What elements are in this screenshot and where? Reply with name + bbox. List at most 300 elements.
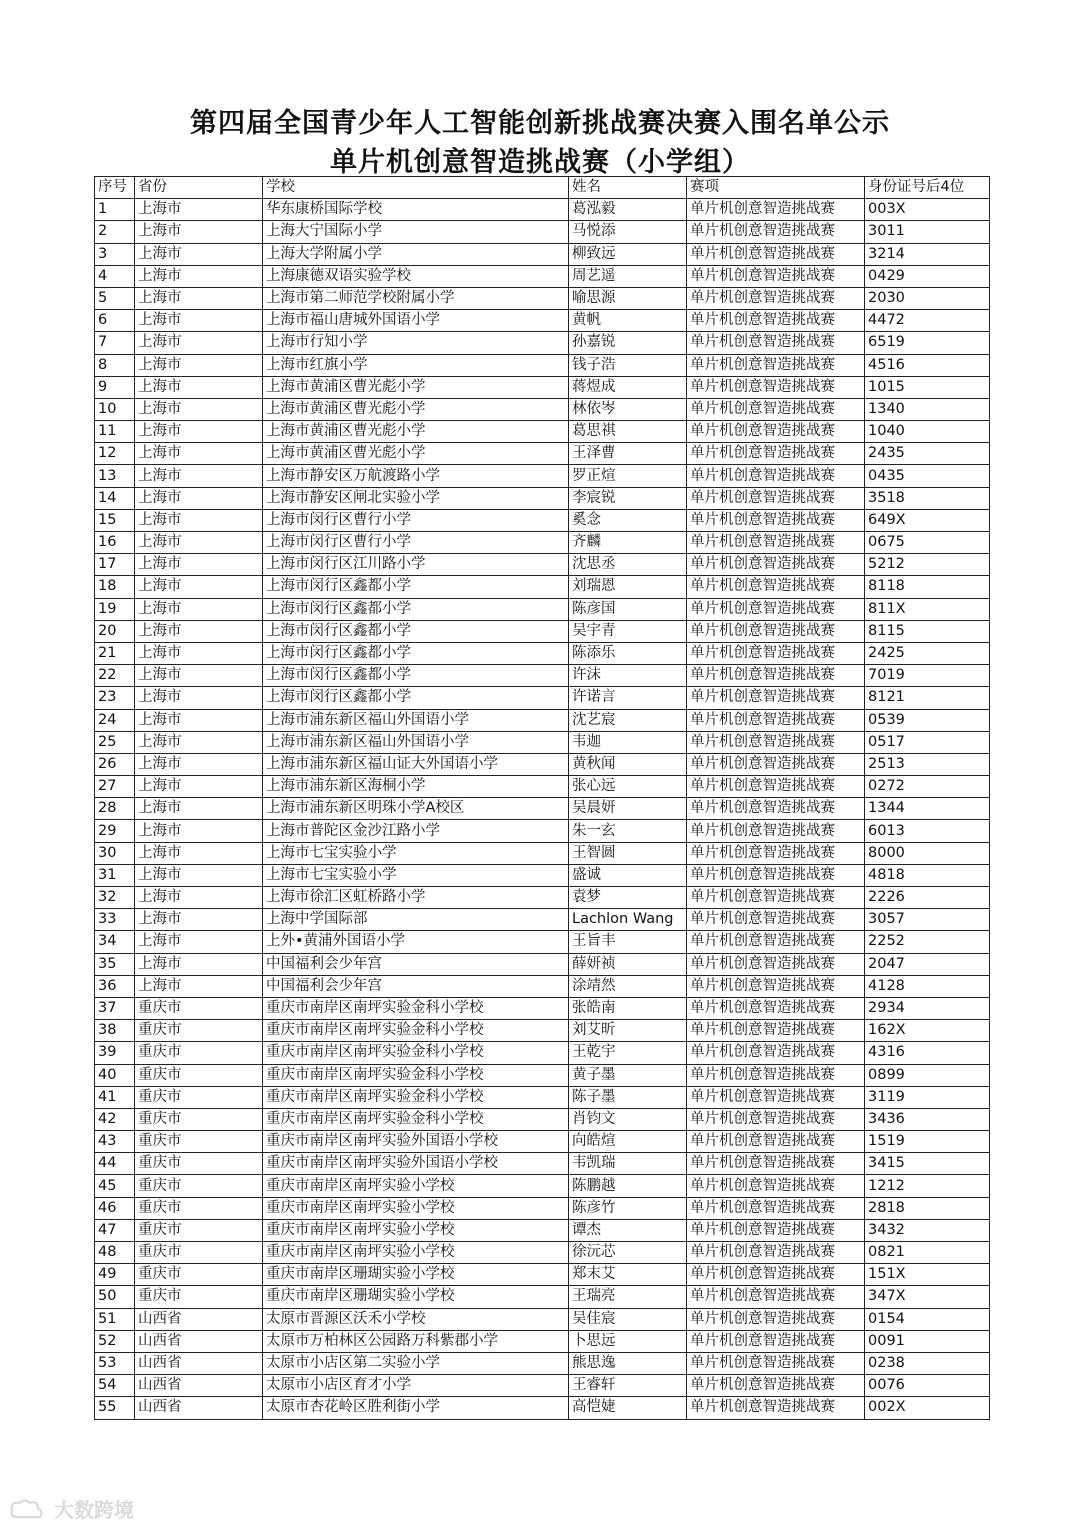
cell-index: 48 <box>95 1242 135 1264</box>
table-row <box>95 842 990 864</box>
cell-index: 28 <box>95 798 135 820</box>
cell-province: 上海市 <box>135 354 263 376</box>
table-row <box>95 1131 990 1153</box>
cell-school: 太原市杏花岭区胜利街小学 <box>263 1397 569 1419</box>
cell-school: 上海市静安区闸北实验小学 <box>263 487 569 509</box>
cell-event: 单片机创意智造挑战赛 <box>687 376 865 398</box>
cell-name: 陈彦竹 <box>569 1197 687 1219</box>
table-row <box>95 576 990 598</box>
cell-name: 熊思逸 <box>569 1352 687 1374</box>
cell-event: 单片机创意智造挑战赛 <box>687 687 865 709</box>
table-row <box>95 487 990 509</box>
cell-name: 朱一玄 <box>569 820 687 842</box>
cell-index: 23 <box>95 687 135 709</box>
cell-index: 31 <box>95 864 135 886</box>
cell-name: 吴宇青 <box>569 620 687 642</box>
table-row <box>95 1108 990 1130</box>
cell-id-last4: 1340 <box>865 398 990 420</box>
table-row <box>95 753 990 775</box>
cell-province: 山西省 <box>135 1352 263 1374</box>
cell-id-last4: 3436 <box>865 1108 990 1130</box>
cell-id-last4: 0517 <box>865 731 990 753</box>
cell-province: 上海市 <box>135 465 263 487</box>
cell-index: 39 <box>95 1042 135 1064</box>
cell-name: 葛思祺 <box>569 421 687 443</box>
cell-province: 重庆市 <box>135 997 263 1019</box>
cell-event: 单片机创意智造挑战赛 <box>687 953 865 975</box>
cell-id-last4: 0076 <box>865 1375 990 1397</box>
cell-school: 上海市闵行区鑫都小学 <box>263 620 569 642</box>
cell-id-last4: 2425 <box>865 642 990 664</box>
cell-event: 单片机创意智造挑战赛 <box>687 1264 865 1286</box>
cell-index: 3 <box>95 243 135 265</box>
cell-province: 上海市 <box>135 598 263 620</box>
cell-province: 上海市 <box>135 221 263 243</box>
cell-index: 44 <box>95 1153 135 1175</box>
cell-school: 重庆市南岸区南坪实验金科小学校 <box>263 1042 569 1064</box>
cell-index: 5 <box>95 287 135 309</box>
cell-school: 太原市晋源区沃禾小学校 <box>263 1308 569 1330</box>
cell-school: 重庆市南岸区南坪实验外国语小学校 <box>263 1153 569 1175</box>
cell-event: 单片机创意智造挑战赛 <box>687 1042 865 1064</box>
column-header-id-last4: 身份证号后4位 <box>865 177 990 199</box>
table-row <box>95 1352 990 1374</box>
cell-province: 上海市 <box>135 576 263 598</box>
cell-index: 35 <box>95 953 135 975</box>
cell-school: 重庆市南岸区南坪实验外国语小学校 <box>263 1131 569 1153</box>
watermark-text: 大数跨境 <box>54 1498 134 1522</box>
cell-province: 上海市 <box>135 975 263 997</box>
table-row <box>95 310 990 332</box>
cell-event: 单片机创意智造挑战赛 <box>687 620 865 642</box>
cell-name: 郑末艾 <box>569 1264 687 1286</box>
cell-id-last4: 0238 <box>865 1352 990 1374</box>
cell-event: 单片机创意智造挑战赛 <box>687 997 865 1019</box>
cell-school: 太原市小店区育才小学 <box>263 1375 569 1397</box>
cell-index: 25 <box>95 731 135 753</box>
table-row <box>95 909 990 931</box>
cell-id-last4: 162X <box>865 1020 990 1042</box>
table-row <box>95 554 990 576</box>
cell-name: 齐麟 <box>569 532 687 554</box>
cell-id-last4: 347X <box>865 1286 990 1308</box>
cell-name: 周艺遥 <box>569 265 687 287</box>
table-row <box>95 620 990 642</box>
cell-id-last4: 8115 <box>865 620 990 642</box>
cell-name: 向皓煊 <box>569 1131 687 1153</box>
cell-event: 单片机创意智造挑战赛 <box>687 798 865 820</box>
cell-event: 单片机创意智造挑战赛 <box>687 665 865 687</box>
cell-event: 单片机创意智造挑战赛 <box>687 1175 865 1197</box>
cell-event: 单片机创意智造挑战赛 <box>687 1308 865 1330</box>
page-title: 第四届全国青少年人工智能创新挑战赛决赛入围名单公示 <box>190 108 890 139</box>
cell-event: 单片机创意智造挑战赛 <box>687 753 865 775</box>
watermark-logo-icon <box>8 1497 48 1521</box>
cell-school: 华东康桥国际学校 <box>263 199 569 221</box>
cell-index: 55 <box>95 1397 135 1419</box>
table-row <box>95 731 990 753</box>
table-row <box>95 354 990 376</box>
table-row <box>95 443 990 465</box>
table-row <box>95 465 990 487</box>
cell-event: 单片机创意智造挑战赛 <box>687 975 865 997</box>
cell-id-last4: 2818 <box>865 1197 990 1219</box>
table-row <box>95 265 990 287</box>
cell-event: 单片机创意智造挑战赛 <box>687 598 865 620</box>
table-row <box>95 1020 990 1042</box>
cell-name: 柳致远 <box>569 243 687 265</box>
cell-province: 上海市 <box>135 642 263 664</box>
cell-school: 重庆市南岸区南坪实验金科小学校 <box>263 1020 569 1042</box>
finalist-table <box>94 176 990 1420</box>
cell-index: 18 <box>95 576 135 598</box>
cell-name: 吴佳宸 <box>569 1308 687 1330</box>
cell-province: 上海市 <box>135 421 263 443</box>
table-row <box>95 332 990 354</box>
cell-province: 上海市 <box>135 487 263 509</box>
cell-index: 43 <box>95 1131 135 1153</box>
table-row <box>95 1330 990 1352</box>
cell-index: 45 <box>95 1175 135 1197</box>
cell-province: 上海市 <box>135 709 263 731</box>
cell-index: 14 <box>95 487 135 509</box>
cell-name: 沈思丞 <box>569 554 687 576</box>
cell-name: 盛诚 <box>569 864 687 886</box>
cell-name: 许沫 <box>569 665 687 687</box>
cell-event: 单片机创意智造挑战赛 <box>687 1108 865 1130</box>
table-row <box>95 598 990 620</box>
table-row <box>95 1064 990 1086</box>
cell-province: 上海市 <box>135 554 263 576</box>
cell-id-last4: 003X <box>865 199 990 221</box>
cell-index: 38 <box>95 1020 135 1042</box>
cell-name: 王瑞亮 <box>569 1286 687 1308</box>
cell-province: 上海市 <box>135 776 263 798</box>
cell-province: 上海市 <box>135 953 263 975</box>
cell-id-last4: 6013 <box>865 820 990 842</box>
cell-id-last4: 0154 <box>865 1308 990 1330</box>
cell-name: 黄帆 <box>569 310 687 332</box>
table-row <box>95 1197 990 1219</box>
cell-id-last4: 6519 <box>865 332 990 354</box>
cell-event: 单片机创意智造挑战赛 <box>687 931 865 953</box>
cell-school: 上海市红旗小学 <box>263 354 569 376</box>
cell-index: 26 <box>95 753 135 775</box>
cell-school: 上海市闵行区鑫都小学 <box>263 598 569 620</box>
cell-school: 上海中学国际部 <box>263 909 569 931</box>
cell-name: 张皓南 <box>569 997 687 1019</box>
cell-province: 重庆市 <box>135 1108 263 1130</box>
cell-event: 单片机创意智造挑战赛 <box>687 1375 865 1397</box>
table-row <box>95 687 990 709</box>
cell-id-last4: 3415 <box>865 1153 990 1175</box>
cell-event: 单片机创意智造挑战赛 <box>687 199 865 221</box>
cell-index: 16 <box>95 532 135 554</box>
cell-event: 单片机创意智造挑战赛 <box>687 842 865 864</box>
cell-id-last4: 8118 <box>865 576 990 598</box>
table-row <box>95 1153 990 1175</box>
table-row <box>95 864 990 886</box>
cell-name: 薛妍祯 <box>569 953 687 975</box>
cell-province: 上海市 <box>135 820 263 842</box>
cell-school: 上海市浦东新区福山证大外国语小学 <box>263 753 569 775</box>
cell-name: 钱子浩 <box>569 354 687 376</box>
cell-index: 17 <box>95 554 135 576</box>
cell-event: 单片机创意智造挑战赛 <box>687 1197 865 1219</box>
cell-id-last4: 4472 <box>865 310 990 332</box>
cell-name: 陈彦国 <box>569 598 687 620</box>
cell-index: 19 <box>95 598 135 620</box>
cell-index: 9 <box>95 376 135 398</box>
column-header-province: 省份 <box>135 177 263 199</box>
cell-province: 上海市 <box>135 887 263 909</box>
cell-province: 山西省 <box>135 1397 263 1419</box>
cell-province: 重庆市 <box>135 1286 263 1308</box>
cell-id-last4: 3057 <box>865 909 990 931</box>
cell-school: 上海大学附属小学 <box>263 243 569 265</box>
cell-province: 上海市 <box>135 509 263 531</box>
cell-name: 谭杰 <box>569 1219 687 1241</box>
cell-index: 12 <box>95 443 135 465</box>
cell-province: 山西省 <box>135 1308 263 1330</box>
cell-name: 吴晨妍 <box>569 798 687 820</box>
cell-event: 单片机创意智造挑战赛 <box>687 421 865 443</box>
cell-school: 上海市福山唐城外国语小学 <box>263 310 569 332</box>
cell-event: 单片机创意智造挑战赛 <box>687 509 865 531</box>
cell-name: 蒋煜成 <box>569 376 687 398</box>
table-row <box>95 221 990 243</box>
cell-index: 15 <box>95 509 135 531</box>
cell-event: 单片机创意智造挑战赛 <box>687 1330 865 1352</box>
cell-province: 上海市 <box>135 265 263 287</box>
cell-school: 重庆市南岸区南坪实验小学校 <box>263 1242 569 1264</box>
table-row <box>95 1264 990 1286</box>
cell-index: 22 <box>95 665 135 687</box>
cell-school: 重庆市南岸区南坪实验小学校 <box>263 1219 569 1241</box>
cell-id-last4: 811X <box>865 598 990 620</box>
cell-name: 许诺言 <box>569 687 687 709</box>
cell-event: 单片机创意智造挑战赛 <box>687 576 865 598</box>
cell-index: 30 <box>95 842 135 864</box>
cell-event: 单片机创意智造挑战赛 <box>687 221 865 243</box>
cell-event: 单片机创意智造挑战赛 <box>687 1020 865 1042</box>
cell-province: 上海市 <box>135 931 263 953</box>
cell-index: 37 <box>95 997 135 1019</box>
cell-id-last4: 002X <box>865 1397 990 1419</box>
cell-id-last4: 4818 <box>865 864 990 886</box>
cell-index: 13 <box>95 465 135 487</box>
cell-school: 上海市徐汇区虹桥路小学 <box>263 887 569 909</box>
cell-event: 单片机创意智造挑战赛 <box>687 1153 865 1175</box>
cell-id-last4: 3119 <box>865 1086 990 1108</box>
cell-event: 单片机创意智造挑战赛 <box>687 265 865 287</box>
cell-event: 单片机创意智造挑战赛 <box>687 709 865 731</box>
cell-school: 上海市闵行区曹行小学 <box>263 532 569 554</box>
cell-event: 单片机创意智造挑战赛 <box>687 1286 865 1308</box>
cell-province: 重庆市 <box>135 1219 263 1241</box>
cell-name: 肖钧文 <box>569 1108 687 1130</box>
cell-id-last4: 1040 <box>865 421 990 443</box>
cell-name: 马悦添 <box>569 221 687 243</box>
cell-province: 上海市 <box>135 798 263 820</box>
cell-id-last4: 2435 <box>865 443 990 465</box>
cell-province: 上海市 <box>135 332 263 354</box>
cell-id-last4: 2934 <box>865 997 990 1019</box>
cell-event: 单片机创意智造挑战赛 <box>687 731 865 753</box>
cell-name: 黄子墨 <box>569 1064 687 1086</box>
watermark <box>8 1494 134 1523</box>
cell-name: 奚念 <box>569 509 687 531</box>
cell-school: 重庆市南岸区珊瑚实验小学校 <box>263 1264 569 1286</box>
cell-province: 上海市 <box>135 842 263 864</box>
cell-name: 王睿轩 <box>569 1375 687 1397</box>
cell-event: 单片机创意智造挑战赛 <box>687 1219 865 1241</box>
cell-school: 上海市闵行区鑫都小学 <box>263 576 569 598</box>
cell-name: 涂靖然 <box>569 975 687 997</box>
cell-event: 单片机创意智造挑战赛 <box>687 1064 865 1086</box>
cell-index: 7 <box>95 332 135 354</box>
cell-school: 上海市黄浦区曹光彪小学 <box>263 376 569 398</box>
cell-province: 上海市 <box>135 199 263 221</box>
cell-province: 上海市 <box>135 731 263 753</box>
cell-name: 李宸锐 <box>569 487 687 509</box>
cell-province: 重庆市 <box>135 1020 263 1042</box>
cell-id-last4: 0429 <box>865 265 990 287</box>
cell-school: 上海市闵行区鑫都小学 <box>263 642 569 664</box>
table-row <box>95 243 990 265</box>
cell-province: 重庆市 <box>135 1042 263 1064</box>
table-row <box>95 665 990 687</box>
cell-id-last4: 7019 <box>865 665 990 687</box>
table-row <box>95 1086 990 1108</box>
column-header-index: 序号 <box>95 177 135 199</box>
table-body <box>95 199 990 1419</box>
cell-id-last4: 2226 <box>865 887 990 909</box>
cell-school: 上海市七宝实验小学 <box>263 864 569 886</box>
cell-school: 太原市万柏林区公园路万科紫郡小学 <box>263 1330 569 1352</box>
cell-name: 袁梦 <box>569 887 687 909</box>
cell-index: 53 <box>95 1352 135 1374</box>
cell-province: 上海市 <box>135 687 263 709</box>
cell-id-last4: 1015 <box>865 376 990 398</box>
cell-index: 42 <box>95 1108 135 1130</box>
cell-event: 单片机创意智造挑战赛 <box>687 642 865 664</box>
cell-id-last4: 2047 <box>865 953 990 975</box>
cell-index: 49 <box>95 1264 135 1286</box>
table-header-row <box>95 177 990 199</box>
cell-id-last4: 3432 <box>865 1219 990 1241</box>
cell-id-last4: 4316 <box>865 1042 990 1064</box>
table-row <box>95 1397 990 1419</box>
cell-index: 29 <box>95 820 135 842</box>
cell-province: 山西省 <box>135 1375 263 1397</box>
cell-province: 上海市 <box>135 864 263 886</box>
cell-id-last4: 5212 <box>865 554 990 576</box>
cell-school: 重庆市南岸区南坪实验金科小学校 <box>263 997 569 1019</box>
cell-event: 单片机创意智造挑战赛 <box>687 909 865 931</box>
cell-id-last4: 2252 <box>865 931 990 953</box>
cell-id-last4: 1519 <box>865 1131 990 1153</box>
table-row <box>95 887 990 909</box>
cell-index: 36 <box>95 975 135 997</box>
cell-index: 10 <box>95 398 135 420</box>
cell-school: 重庆市南岸区珊瑚实验小学校 <box>263 1286 569 1308</box>
cell-event: 单片机创意智造挑战赛 <box>687 487 865 509</box>
cell-school: 中国福利会少年宫 <box>263 975 569 997</box>
cell-name: 王智圆 <box>569 842 687 864</box>
table-row <box>95 532 990 554</box>
cell-name: 沈艺宸 <box>569 709 687 731</box>
cell-province: 上海市 <box>135 310 263 332</box>
cell-name: 卜思远 <box>569 1330 687 1352</box>
cell-id-last4: 0899 <box>865 1064 990 1086</box>
cell-name: 林依岑 <box>569 398 687 420</box>
cell-school: 上海市闵行区鑫都小学 <box>263 687 569 709</box>
table-row <box>95 199 990 221</box>
cell-event: 单片机创意智造挑战赛 <box>687 465 865 487</box>
page-subtitle: 单片机创意智造挑战赛（小学组） <box>330 147 750 178</box>
cell-index: 8 <box>95 354 135 376</box>
cell-school: 上外•黄浦外国语小学 <box>263 931 569 953</box>
column-header-school: 学校 <box>263 177 569 199</box>
cell-id-last4: 3518 <box>865 487 990 509</box>
cell-name: 喻思源 <box>569 287 687 309</box>
table-row <box>95 1286 990 1308</box>
cell-event: 单片机创意智造挑战赛 <box>687 887 865 909</box>
cell-school: 上海市黄浦区曹光彪小学 <box>263 421 569 443</box>
cell-name: 罗正煊 <box>569 465 687 487</box>
cell-name: Lachlon Wang <box>569 909 687 931</box>
cell-id-last4: 3214 <box>865 243 990 265</box>
cell-name: 陈子墨 <box>569 1086 687 1108</box>
cell-id-last4: 8000 <box>865 842 990 864</box>
cell-province: 重庆市 <box>135 1264 263 1286</box>
cell-id-last4: 0821 <box>865 1242 990 1264</box>
cell-id-last4: 151X <box>865 1264 990 1286</box>
cell-province: 重庆市 <box>135 1153 263 1175</box>
cell-name: 刘瑞恩 <box>569 576 687 598</box>
cell-index: 27 <box>95 776 135 798</box>
cell-name: 孙嘉锐 <box>569 332 687 354</box>
cell-province: 上海市 <box>135 243 263 265</box>
cell-school: 上海市闵行区江川路小学 <box>263 554 569 576</box>
cell-name: 王乾宇 <box>569 1042 687 1064</box>
cell-event: 单片机创意智造挑战赛 <box>687 332 865 354</box>
cell-school: 上海大宁国际小学 <box>263 221 569 243</box>
cell-event: 单片机创意智造挑战赛 <box>687 1397 865 1419</box>
cell-index: 51 <box>95 1308 135 1330</box>
cell-name: 韦凯瑞 <box>569 1153 687 1175</box>
cell-index: 32 <box>95 887 135 909</box>
cell-school: 上海市闵行区曹行小学 <box>263 509 569 531</box>
cell-school: 上海市浦东新区福山外国语小学 <box>263 709 569 731</box>
cell-id-last4: 2513 <box>865 753 990 775</box>
cell-school: 重庆市南岸区南坪实验小学校 <box>263 1197 569 1219</box>
table-row <box>95 376 990 398</box>
cell-name: 刘艾昕 <box>569 1020 687 1042</box>
cell-index: 24 <box>95 709 135 731</box>
table-row <box>95 820 990 842</box>
cell-school: 重庆市南岸区南坪实验金科小学校 <box>263 1086 569 1108</box>
cell-name: 徐沅芯 <box>569 1242 687 1264</box>
cell-school: 上海康德双语实验学校 <box>263 265 569 287</box>
cell-index: 46 <box>95 1197 135 1219</box>
cell-province: 上海市 <box>135 287 263 309</box>
cell-id-last4: 1344 <box>865 798 990 820</box>
cell-province: 上海市 <box>135 665 263 687</box>
cell-id-last4: 0435 <box>865 465 990 487</box>
cell-event: 单片机创意智造挑战赛 <box>687 443 865 465</box>
